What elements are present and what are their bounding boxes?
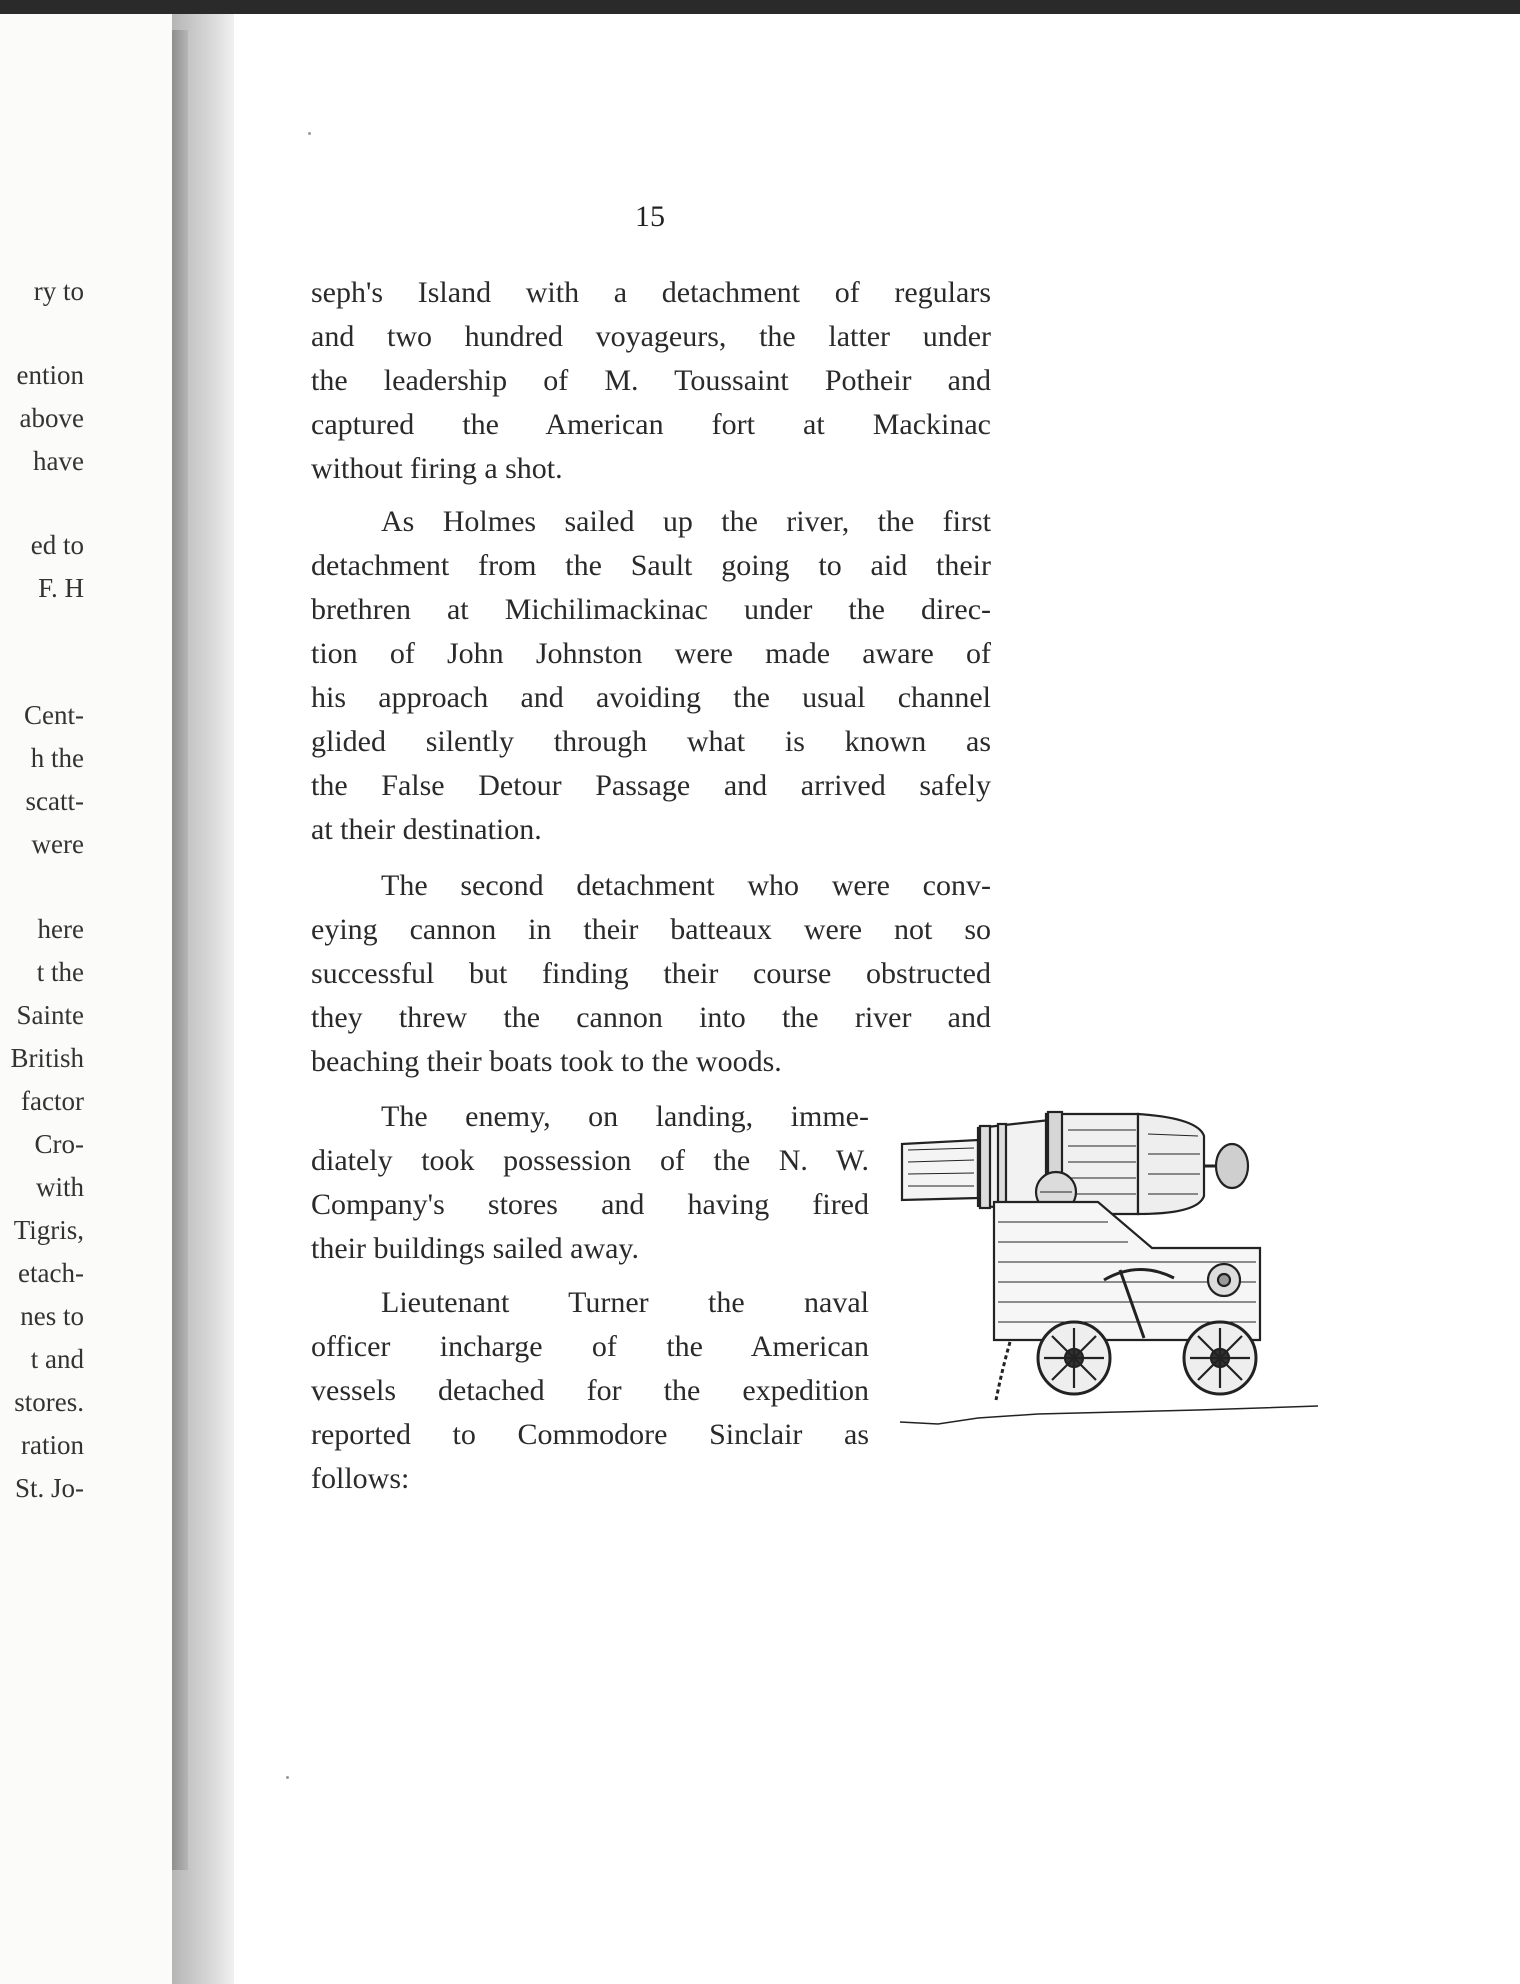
text-line: seph's Island with a detachment of regulars [311,276,991,309]
left-page-line: ed to [30,530,84,560]
left-page-line: h the [30,743,84,773]
text-line: officer incharge of the American [311,1330,869,1363]
book-spine-shadow [172,30,188,1870]
text-line: The second detachment who were conv- [381,869,991,902]
text-line: beaching their boats took to the woods. [311,1045,782,1078]
left-page-line: Cent- [24,700,84,730]
left-page-line: St. Jo- [14,1473,84,1503]
left-page-line: ration [21,1430,84,1460]
cannon-illustration [898,1110,1338,1430]
text-line: without firing a shot. [311,452,563,485]
text-line: their buildings sailed away. [311,1232,639,1265]
text-line: Lieutenant Turner the naval [381,1286,869,1319]
text-line: The enemy, on landing, imme- [381,1100,869,1133]
text-line: Company's stores and having fired [311,1188,869,1221]
text-line: eying cannon in their batteaux were not so [311,913,991,946]
left-page-line: above [19,403,84,433]
text-line: vessels detached for the expedition [311,1374,869,1407]
scan-speck [286,1776,289,1779]
scan-top-border [0,0,1520,14]
text-line: at their destination. [311,813,542,846]
text-line: his approach and avoiding the usual channel [311,681,991,714]
scan-speck [308,132,311,135]
left-page-line: were [31,829,84,859]
left-page-line: t the [36,957,84,987]
text-line: tion of John Johnston were made aware of [311,637,991,670]
left-page-line: stores. [14,1387,84,1417]
text-line: captured the American fort at Mackinac [311,408,991,441]
page-number: 15 [635,200,665,233]
text-line: the False Detour Passage and arrived safely [311,769,991,802]
text-line: glided silently through what is known as [311,725,991,758]
left-page-line: here [37,914,84,944]
text-line: they threw the cannon into the river and [311,1001,991,1034]
left-page-line: nes to [20,1301,84,1331]
text-line: the leadership of M. Toussaint Potheir and [311,364,991,397]
left-page-line: Tigris, [13,1215,84,1245]
left-page-line: etach- [18,1258,84,1288]
text-line: and two hundred voyageurs, the latter under [311,320,991,353]
left-page-line: factor [21,1086,84,1116]
left-page-line: have [33,446,84,476]
left-page-line: Cro- [34,1129,84,1159]
text-line: successful but finding their course obstructed [311,957,991,990]
left-page-line: ention [16,360,84,390]
left-page-line: British [10,1043,84,1073]
text-line: reported to Commodore Sinclair as [311,1418,869,1451]
left-page-line: F. H [38,573,84,603]
text-line: detachment from the Sault going to aid their [311,549,991,582]
text-line: As Holmes sailed up the river, the first [381,505,991,538]
text-line: brethren at Michilimackinac under the direc- [311,593,991,626]
left-page-line: with [35,1172,84,1202]
left-page-fragment [0,14,172,1984]
text-line: follows: [311,1462,410,1495]
left-page-line: scatt- [25,786,84,816]
text-line: diately took possession of the N. W. [311,1144,869,1177]
left-page-line: t and [30,1344,84,1374]
left-page-line: ry to [33,276,84,306]
left-page-line: Sainte [16,1000,84,1030]
